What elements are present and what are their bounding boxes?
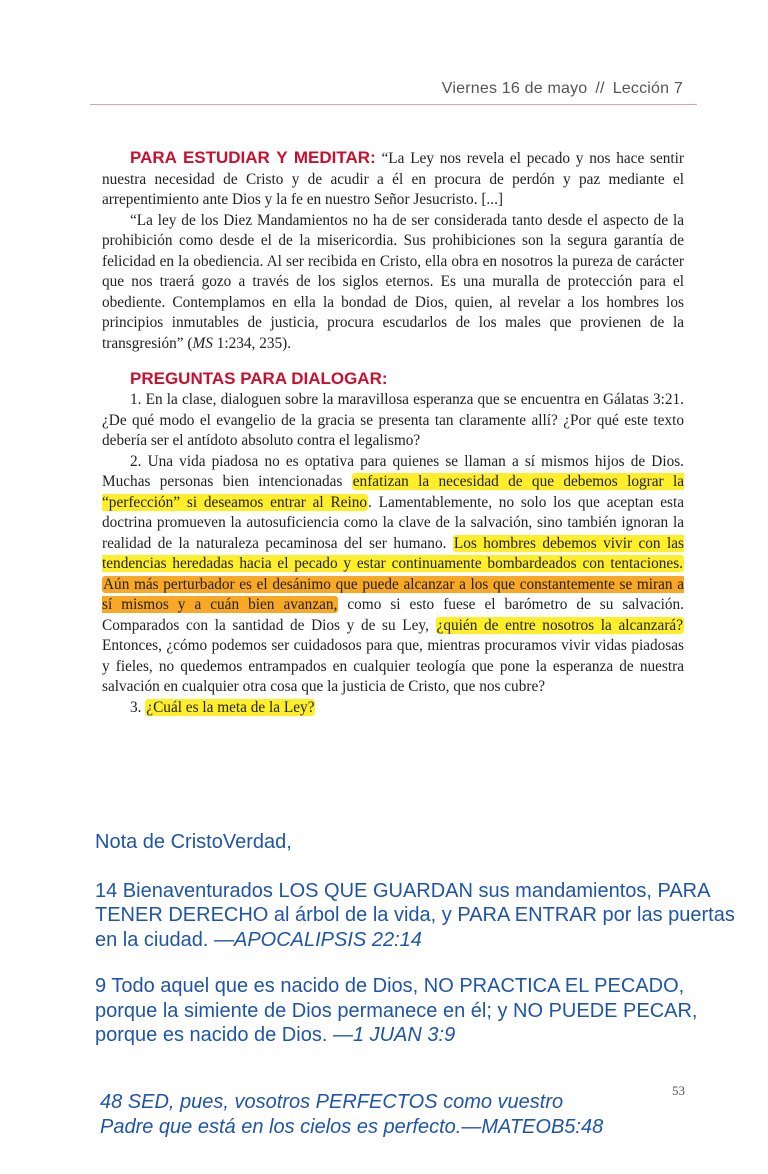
highlight-yellow: ¿quién de entre nosotros la alcanzará? — [436, 616, 683, 634]
study-paragraph-2: “La ley de los Diez Mandamientos no ha de ser considerada tanto desde el aspecto de la prohibición como desde el de la misericordia. Sus prohibiciones son la segura garantía de felicidad en la obediencia. Al ser recibida en Cristo, ella obra en nosotros la pureza de carácter que nos traerá gozo a través de los siglos eternos. Es una muralla de protección para el obediente. Contemplamos en ella la bondad de Dios, quien, al revelar a los hombres los principios inmutables de justicia, procura escudarlos de los males que provienen de la transgresión” (MS 1:234, 235). — [102, 211, 684, 352]
study-title: PARA ESTUDIAR Y MEDITAR: — [130, 148, 376, 167]
header-separator: // — [595, 80, 605, 97]
study-paragraph-1: PARA ESTUDIAR Y MEDITAR: “La Ley nos revela el pecado y nos hace sentir nuestra necesidad de Cristo y de acudir a él en procura de perdón y paz mediante el arrepentimiento ante Dios y la fe en nuestro Señor Jesucristo. [...] — [102, 148, 684, 208]
main-text — [102, 148, 684, 718]
header-lesson: Lección 7 — [612, 80, 683, 97]
page-number: 53 — [672, 1083, 685, 1098]
note-verse-1: 14 Bienaventurados LOS QUE GUARDAN sus mandamientos, PARA TENER DERECHO al árbol de la vida, y PARA ENTRAR por las puertas en la ciudad. —APOCALIPSIS 22:14 — [95, 879, 735, 951]
questions-title: PREGUNTAS PARA DIALOGAR: — [130, 369, 388, 388]
question-2: 2. Una vida piadosa no es optativa para quienes se llaman a sí mismos hijos de Dios. Muchas personas bien intencionadas enfatizan la necesidad de que debemos lograr la “perfección” si deseamos entrar al Reino. Lamentablemente, no solo los que aceptan esta doctrina promueven la autosuficiencia como la clave de la salvación, sino también ignoran la realidad de la naturaleza pecaminosa del ser humano. Los hombres debemos vivir con las tendencias heredadas hacia el pecado y estar continuamente bombardeados con tentaciones. Aún más perturbador es el desánimo que puede alcanzar a los que constantemente se miran a sí mismos y a cuán bien avanzan, como si esto fuese el barómetro de su salvación. Comparados con la santidad de Dios y de su Ley, ¿quién de entre nosotros la alcanzará? Entonces, ¿cómo podemos ser cuidadosos para que, mientras procuramos vivir vidas piadosas y fieles, no quedemos entrampados en cualquier teología que pone la esperanza de nuestra salvación en cualquier otra cosa que la justicia de Cristo, que nos cubre? — [102, 452, 684, 695]
note-heading: Nota de CristoVerdad, — [95, 831, 292, 853]
header-date: Viernes 16 de mayo — [441, 80, 588, 97]
note-verse-3: 48 SED, pues, vosotros PERFECTOS como vuestro Padre que está en los cielos es perfecto.—MATEOB5:48 — [100, 1091, 604, 1138]
question-3: 3. ¿Cuál es la meta de la Ley? — [130, 698, 315, 716]
page-header — [0, 80, 683, 98]
header-divider — [90, 104, 697, 105]
question-1: 1. En la clase, dialoguen sobre la maravillosa esperanza que se encuentra en Gálatas 3:21. ¿De qué modo el evangelio de la gracia se presenta tan claramente allí? ¿Por qué este texto debería ser el antídoto absoluto contra el legalismo? — [102, 391, 684, 449]
highlight-yellow: ¿Cuál es la meta de la Ley? — [146, 698, 315, 716]
note-verse-2: 9 Todo aquel que es nacido de Dios, NO PRACTICA EL PECADO, porque la simiente de Dios permanece en él; y NO PUEDE PECAR, porque es nacido de Dios. —1 JUAN 3:9 — [95, 975, 698, 1046]
editor-note — [95, 830, 735, 1048]
highlight-orange: Aún más perturbador es el desánimo que puede alcanzar a los que constantemente se miran a sí mismos y a cuán bien avanzan, — [102, 575, 684, 613]
highlight-yellow: enfatizan la necesidad de que debemos lograr la “perfección” si deseamos entrar al Reino — [102, 473, 684, 511]
highlight-yellow: Los hombres debemos vivir con las tendencias heredadas hacia el pecado y estar continuamente bombardeados con tentaciones. — [102, 534, 684, 572]
